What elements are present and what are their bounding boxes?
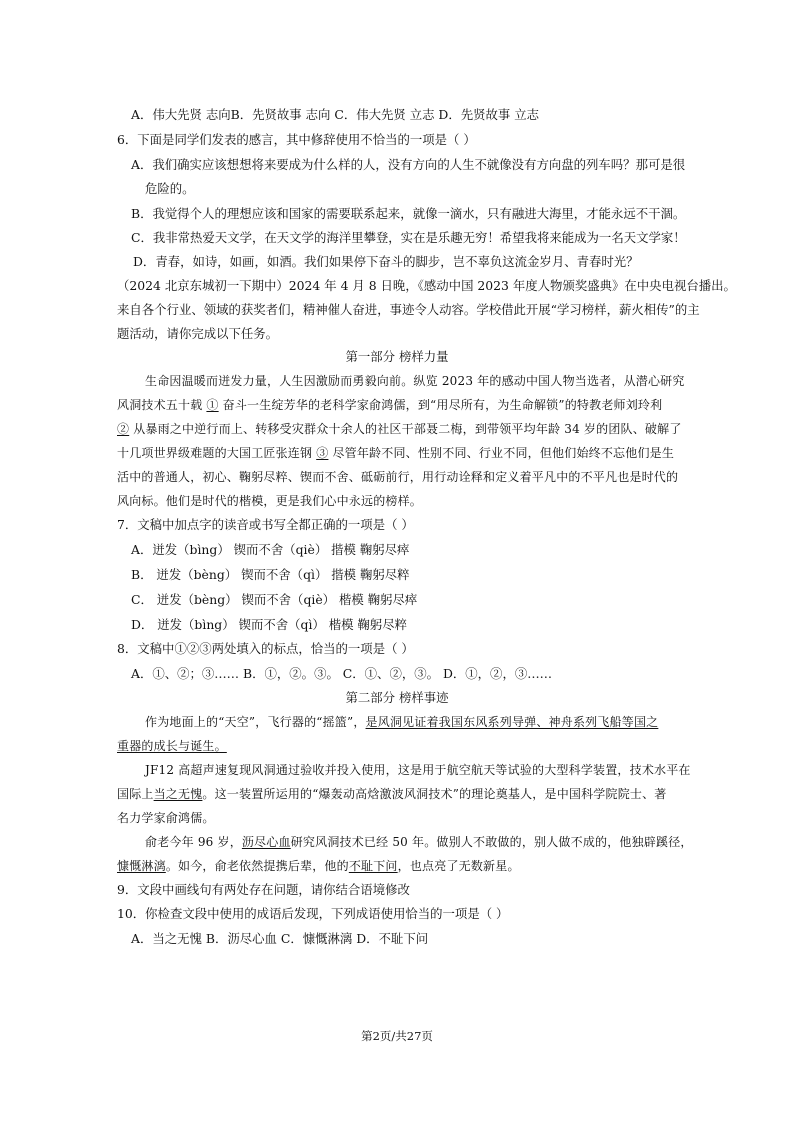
underlined-sentence-cont: 重器的成长与诞生。 [117,739,227,753]
passage4-line-2: 慷慨淋漓。如今，俞老依然提携后辈，他的不耻下问，也点亮了无数新星。 [117,859,520,873]
q8-options: A．①、②；③…… B．①，②。③。 C．①、②，③。 D．①，②，③…… [131,666,553,681]
part2-title: 第二部分 榜样事迹 [345,690,449,705]
passage1-line-4: 十几项世界级难题的大国工匠张连钢 ③ 尽管年龄不同、性别不同、行业不同，但他们始终不忘他们是生 [117,446,675,460]
page-footer: 第2页/共27页 [361,1029,433,1043]
q10-stem: 10．你检查文段中使用的成语后发现，下列成语使用恰当的一项是（ ） [117,906,509,921]
blank-3: ③ [316,446,329,460]
q7-option-b: B． 迸发（bèng） 锲而不舍（qì） 揩模 鞠躬尽粹 [131,567,410,582]
q6-option-d: D．青春，如诗，如画，如酒。我们如果停下奋斗的脚步，岂不辜负这流金岁月、青春时光？ [133,254,639,269]
passage1-line-5: 活中的普通人，初心、鞠躬尽粹、锲而不舍、砥砺前行，用行动诠释和定义着平凡中的不平凡也是时代的 [117,470,679,484]
q7-stem: 7．文稿中加点字的读音或书写全都正确的一项是（ ） [117,517,414,532]
intro-line-3: 题活动，请你完成以下任务。 [117,326,279,341]
passage3-line-2: 国际上当之无愧。这一装置所运用的“爆轰动高焓激波风洞技术”的理论奠基人，是中国科学院院士、著 [117,787,667,801]
passage3-line-1: JF12 高超声速复现风洞通过验收并投入使用，这是用于航空航天等试验的大型科学装置，技术水平在 [145,763,691,777]
q7-option-c: C． 迸发（bèng） 锲而不舍（qiè） 楷模 鞠躬尽瘁 [131,592,418,607]
underlined-sentence: 是风洞见证着我国东风系列导弹、神舟系列飞船等国之 [365,715,659,729]
q5-options: A．伟大先贤 志向B．先贤故事 志向 C．伟大先贤 立志 D．先贤故事 立志 [131,107,540,122]
blank-2: ② [117,422,130,436]
intro-line-2: 来自各个行业、领域的获奖者们，精神催人奋进，事迹令人动容。学校借此开展“学习榜样，薪火相传”的主 [117,302,700,317]
q6-option-b: B．我觉得个人的理想应该和国家的需要联系起来，就像一滴水，只有融进大海里，才能永远不干涸。 [131,206,686,221]
blank-1: ① [206,398,219,412]
q9-stem: 9．文段中画线句有两处存在问题，请你结合语境修改 [117,882,410,897]
passage1-line-2: 风洞技术五十载 ① 奋斗一生绽芳华的老科学家俞鸿儒，到“用尽所有，为生命解锁”的特教老师刘玲利 [117,398,663,412]
idiom-2: 沥尽心血 [241,835,291,849]
passage1-line-3: ② 从暴雨之中逆行而上、转移受灾群众十余人的社区干部聂二梅，到带领平均年龄 34 岁的团队、破解了 [117,422,682,436]
q6-stem: 6．下面是同学们发表的感言，其中修辞使用不恰当的一项是（ ） [117,132,476,147]
idiom-3: 慷慨淋漓 [117,859,166,873]
idiom-4: 不耻下问 [348,859,398,873]
passage1-line-6: 风向标。他们是时代的楷模，更是我们心中永远的榜样。 [117,494,423,508]
q10-options: A．当之无愧 B．沥尽心血 C．慷慨淋漓 D．不耻下问 [131,931,429,946]
part1-title: 第一部分 榜样力量 [345,349,449,364]
passage4-line-1: 俞老今年 96 岁，沥尽心血研究风洞技术已经 50 年。做别人不敢做的，别人做不成的，他独辟蹊径， [145,835,693,849]
q7-option-d: D． 迸发（bìng） 锲而不舍（qì） 楷模 鞠躬尽粹 [131,617,408,632]
passage1-line-1: 生命因温暖而迸发力量，人生因激励而勇毅向前。纵览 2023 年的感动中国人物当选者，从潜心研究 [145,374,685,388]
q6-option-a: A．我们确实应该想想将来要成为什么样的人，没有方向的人生不就像没有方向盘的列车吗？那可是很 [131,157,686,172]
passage2-line-1: 作为地面上的“天空”，飞行器的“摇篮”，是风洞见证着我国东风系列导弹、神舟系列飞船等国之 [145,715,659,729]
idiom-1: 当之无愧 [153,787,203,801]
passage3-line-3: 名力学家俞鸿儒。 [117,811,215,825]
q8-stem: 8．文稿中①②③两处填入的标点，恰当的一项是（ ） [117,641,414,656]
q7-option-a: A．迸发（bìng） 锲而不舍（qiè） 揩模 鞠躬尽瘁 [131,542,410,557]
intro-line-1: （2024 北京东城初一下期中）2024 年 4 月 8 日晚，《感动中国 2023 年度人物颁奖盛典》在中央电视台播出。 [117,278,736,293]
q6-option-c: C．我非常热爱天文学，在天文学的海洋里攀登，实在是乐趣无穷！希望我将来能成为一名天文学家！ [131,230,686,245]
passage2-line-2 [117,737,227,755]
q6-option-a-cont: 危险的。 [145,181,195,196]
